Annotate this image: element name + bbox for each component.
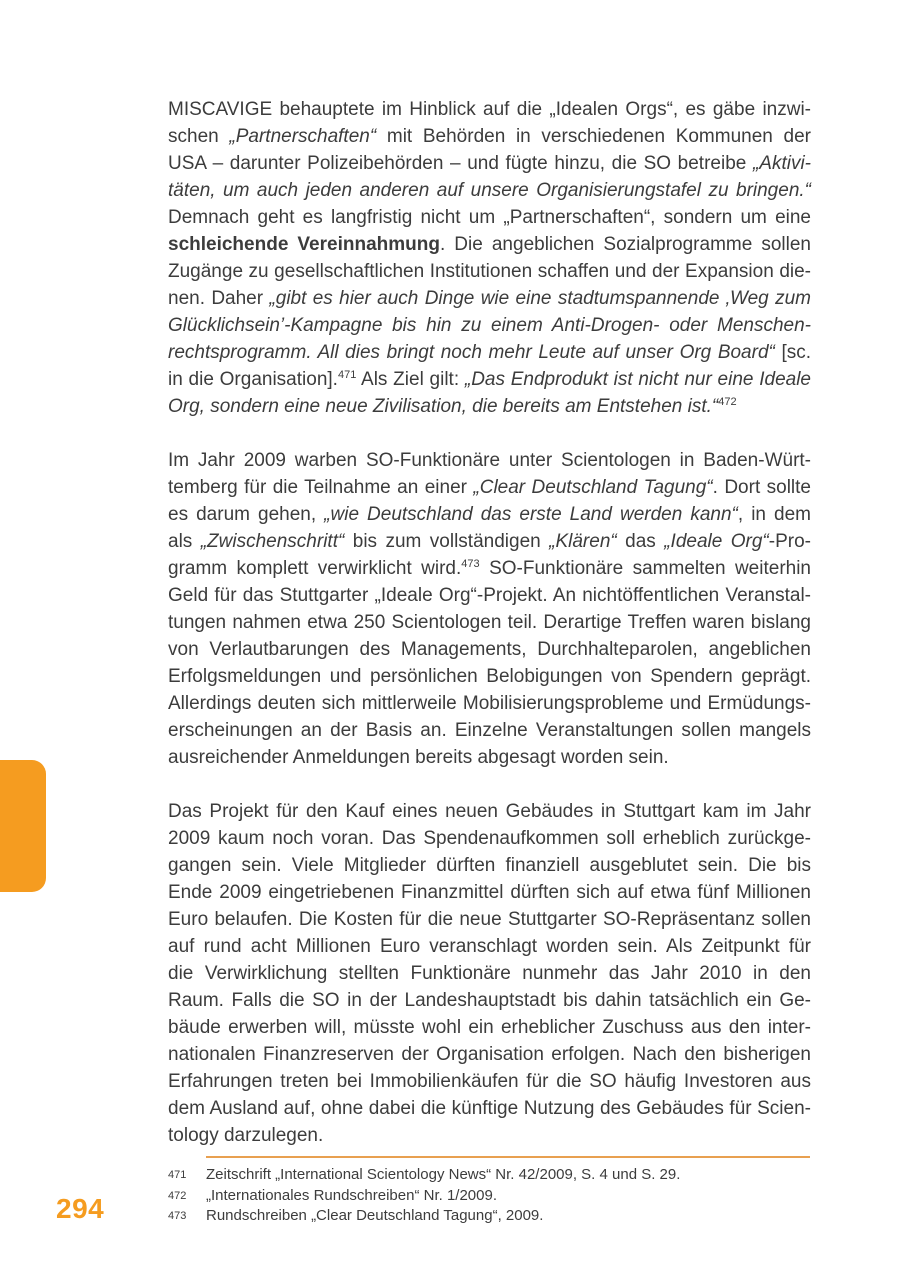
- text-line: [168, 744, 811, 771]
- text-line: [168, 1014, 811, 1041]
- footnote-section: [168, 1156, 811, 1227]
- text-segment: „Ideale Org“: [664, 531, 769, 552]
- text-segment: „wie Deutschland das erste Land werden kann“: [324, 504, 738, 525]
- footnote-separator: [206, 1156, 810, 1158]
- text-segment: mit Behörden in verschiedenen Kommunen der: [376, 126, 811, 147]
- text-line: [168, 987, 811, 1014]
- footnote: [168, 1206, 811, 1227]
- text-segment: Das Projekt für den Kauf eines neuen Gebäudes in Stuttgart kam im Jahr: [168, 801, 811, 822]
- text-segment: Org, sondern eine neue Zivilisation, die bereits am Entstehen ist.“: [168, 396, 719, 417]
- page-number: 294: [56, 1193, 105, 1224]
- text-line: [168, 312, 811, 339]
- footnote-number: 471: [168, 1169, 187, 1181]
- text-segment: rechtsprogramm. All dies bringt noch mehr Leute auf unser Org Board“: [168, 342, 775, 363]
- text-segment: „Aktivi-: [752, 153, 811, 174]
- text-line: [168, 339, 811, 366]
- footnote-text: Zeitschrift „International Scientology News“ Nr. 42/2009, S. 4 und S. 29.: [206, 1166, 681, 1183]
- text-line: [168, 123, 811, 150]
- text-line: [168, 663, 811, 690]
- text-segment: dem Ausland auf, ohne dabei die künftige Nutzung des Gebäudes für Scien-: [168, 1098, 811, 1119]
- text-segment: Demnach geht es langfristig nicht um „Partnerschaften“, sondern um eine: [168, 207, 811, 228]
- footnote: [168, 1165, 811, 1186]
- text-segment: MISCAVIGE behauptete im Hinblick auf die „Idealen Orgs“, es gäbe inzwi-: [168, 99, 811, 120]
- text-line: [168, 447, 811, 474]
- text-line: [168, 1068, 811, 1095]
- text-segment: schen: [168, 126, 230, 147]
- footnote-list: [168, 1165, 811, 1227]
- text-line: [168, 393, 811, 420]
- text-segment: nationalen Finanzreserven der Organisation erfolgen. Nach den bisherigen: [168, 1044, 811, 1065]
- text-segment: erscheinungen an der Basis an. Einzelne Veranstaltungen sollen mangels: [168, 720, 811, 741]
- paragraph: [168, 96, 811, 420]
- text-segment: [sc.: [774, 342, 811, 363]
- text-line: [168, 528, 811, 555]
- text-segment: „Clear Deutschland Tagung“: [473, 477, 713, 498]
- text-segment: das: [616, 531, 665, 552]
- text-segment: als: [168, 531, 201, 552]
- text-segment: temberg für die Teilnahme an einer: [168, 477, 474, 498]
- text-line: [168, 150, 811, 177]
- text-line: [168, 501, 811, 528]
- text-segment: Allerdings deuten sich mittlerweile Mobilisierungsprobleme und Ermüdungs-: [168, 693, 811, 714]
- text-segment: bäude erwerben will, müsste wohl ein erheblicher Zuschuss aus den inter-: [168, 1017, 811, 1038]
- text-segment: 2009 kaum noch voran. Das Spendenaufkommen soll erheblich zurückge-: [168, 828, 811, 849]
- text-line: [168, 582, 811, 609]
- footnote-text: Rundschreiben „Clear Deutschland Tagung“, 2009.: [206, 1207, 544, 1224]
- text-segment: Erfahrungen treten bei Immobilienkäufen für die SO häufig Investoren aus: [168, 1071, 811, 1092]
- text-line: [168, 717, 811, 744]
- text-line: [168, 852, 811, 879]
- paragraph: [168, 798, 811, 1149]
- text-segment: Im Jahr 2009 warben SO-Funktionäre unter Scientologen in Baden-Würt-: [168, 450, 811, 471]
- chapter-tab-marker: [0, 760, 46, 892]
- text-segment: Erfolgsmeldungen und persönlichen Belobigungen von Spendern geprägt.: [168, 666, 811, 687]
- text-line: [168, 231, 811, 258]
- text-segment: auf rund acht Millionen Euro veranschlagt worden sein. Als Zeitpunkt für: [168, 936, 811, 957]
- footnote-ref: 471: [337, 369, 357, 381]
- text-segment: „Das Endprodukt ist nicht nur eine Ideale: [464, 369, 811, 390]
- text-segment: von Verlautbarungen des Managements, Durchhalteparolen, angeblichen: [168, 639, 811, 660]
- text-line: [168, 636, 811, 663]
- text-segment: Euro belaufen. Die Kosten für die neue Stuttgarter SO-Repräsentanz sollen: [168, 909, 811, 930]
- text-segment: USA – darunter Polizeibehörden – und fügte hinzu, die SO betreibe: [168, 153, 753, 174]
- text-line: [168, 879, 811, 906]
- text-line: [168, 1122, 811, 1149]
- text-line: [168, 366, 811, 393]
- footnote-number: 473: [168, 1210, 187, 1222]
- text-line: [168, 690, 811, 717]
- text-segment: nen. Daher: [168, 288, 270, 309]
- text-segment: tungen nahmen etwa 250 Scientologen teil. Derartige Treffen waren bislang: [168, 612, 811, 633]
- footnote-ref: 472: [718, 396, 737, 408]
- footnote: [168, 1186, 811, 1207]
- text-segment: . Dort sollte: [712, 477, 811, 498]
- text-segment: „Zwischenschritt“: [200, 531, 345, 552]
- text-segment: -Pro-: [768, 531, 811, 552]
- text-segment: Ende 2009 eingetriebenen Finanzmittel dürften sich auf etwa fünf Millionen: [168, 882, 811, 903]
- text-segment: bis zum vollständigen: [344, 531, 550, 552]
- text-segment: Zugänge zu gesellschaftlichen Institutionen schaffen und der Expansion die-: [168, 261, 811, 282]
- text-line: [168, 177, 811, 204]
- body-text: [168, 96, 811, 1176]
- text-segment: es darum gehen,: [168, 504, 325, 525]
- footnote-number: 472: [168, 1189, 187, 1202]
- text-segment: täten, um auch jeden anderen auf unsere Organisierungstafel zu bringen.“: [168, 180, 811, 201]
- text-segment: in die Organisation].: [168, 369, 338, 390]
- footnote-ref: 473: [461, 558, 480, 570]
- text-line: [168, 1095, 811, 1122]
- text-segment: schleichende Vereinnahmung: [168, 234, 440, 255]
- text-segment: , in dem: [737, 504, 811, 525]
- text-segment: Raum. Falls die SO in der Landeshauptstadt bis dahin tatsächlich ein Ge-: [168, 990, 811, 1011]
- text-line: [168, 96, 811, 123]
- text-line: [168, 1041, 811, 1068]
- text-segment: . Die angeblichen Sozialprogramme sollen: [439, 234, 811, 255]
- text-line: [168, 825, 811, 852]
- text-line: [168, 474, 811, 501]
- text-line: [168, 609, 811, 636]
- text-line: [168, 798, 811, 825]
- text-line: [168, 960, 811, 987]
- text-segment: „Partnerschaften“: [229, 126, 377, 147]
- text-line: [168, 555, 811, 582]
- text-segment: „Klären“: [549, 531, 617, 552]
- footnote-text: „Internationales Rundschreiben“ Nr. 1/2009.: [206, 1186, 498, 1204]
- text-line: [168, 258, 811, 285]
- text-segment: ausreichender Anmeldungen bereits abgesagt worden sein.: [168, 747, 669, 768]
- text-segment: tology darzulegen.: [168, 1125, 324, 1146]
- text-segment: gramm komplett verwirklicht wird.: [168, 558, 462, 579]
- text-segment: „gibt es hier auch Dinge wie eine stadtumspannende ‚Weg zum: [269, 288, 811, 309]
- text-segment: die Verwirklichung stellten Funktionäre nunmehr das Jahr 2010 in den: [168, 963, 811, 984]
- text-segment: Geld für das Stuttgarter „Ideale Org“-Projekt. An nichtöffentlichen Veranstal-: [168, 585, 811, 606]
- paragraph: [168, 447, 811, 771]
- text-segment: SO-Funktionäre sammelten weiterhin: [479, 558, 811, 579]
- text-line: [168, 285, 811, 312]
- text-line: [168, 933, 811, 960]
- text-line: [168, 204, 811, 231]
- text-segment: Als Ziel gilt:: [356, 369, 465, 390]
- text-segment: gangen sein. Viele Mitglieder dürften finanziell ausgeblutet sein. Die bis: [168, 855, 811, 876]
- text-segment: Glücklichsein’-Kampagne bis hin zu einem Anti-Drogen- oder Menschen-: [168, 315, 811, 336]
- text-line: [168, 906, 811, 933]
